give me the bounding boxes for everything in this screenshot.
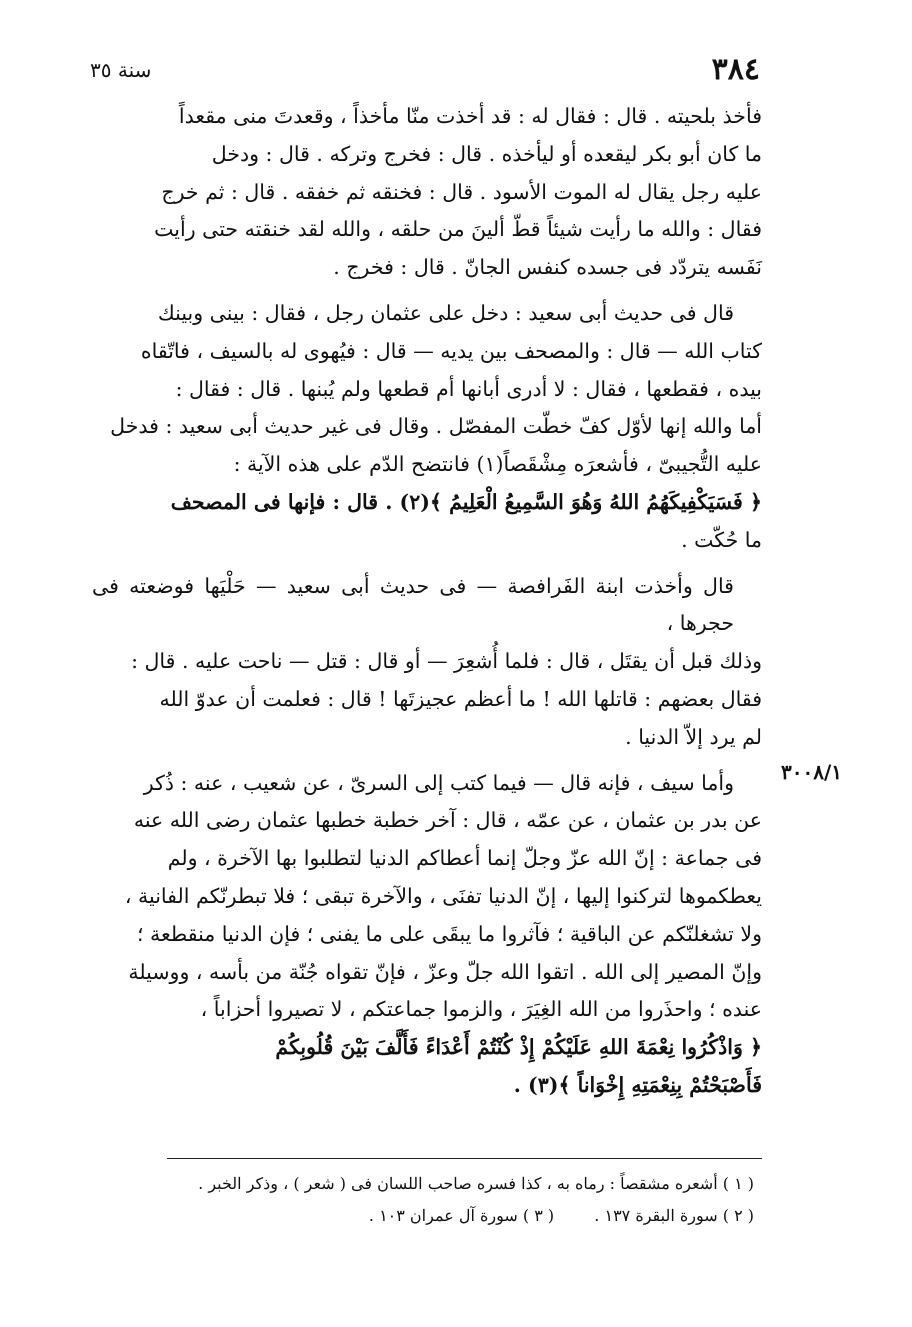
footnotes [100,1168,754,1232]
text-line: لم يرد إلاّ الدنيا . [625,724,762,749]
footnote-3: ( ٣ ) سورة آل عمران ١٠٣ . [368,1206,555,1225]
text-line: ما حُكّت . [681,527,762,552]
text-line: وإنّ المصير إلى الله . اتقوا الله جلّ وعزّ ، فإنّ تقواه جُنّة من بأسه ، ووسيلة [128,959,762,984]
text-line: فقال : والله ما رأيت شيئاً قطّ ألينَ من حلقه ، والله لقد خنقته حتى رأيت [154,217,762,242]
quran-verse-line: فَأَصْبَحْتُمْ بِنِعْمَتِهِ إِخْوَاناً ﴾(٣) . [513,1072,762,1097]
text-line: عليه التُّجيبىّ ، فأشعرَه مِشْقَصاً(١) فانتضح الدّم على هذه الآية : [233,452,762,477]
text-line: بيده ، فقطعها ، فقال : لا أدرى أبانها أم قطعها ولم يُبنها . قال : فقال : [175,376,762,401]
text-line: قال وأخذت ابنة الفَرافصة — فى حديث أبى سعيد — حَلْيَها فوضعته فى حجرها ، [92,573,734,636]
text-line: أما والله إنها لأوّل كفّ خطّت المفصّل . وقال فى غير حديث أبى سعيد : فدخل [110,414,762,439]
text-line: ولا تشغلنّكم عن الباقية ؛ فآثروا ما يبقَى على ما يفنى ؛ فإن الدنيا منقطعة ؛ [137,921,762,946]
text-line: عنده ؛ واحذَروا من الله الغِيَرَ ، والزموا جماعتكم ، لا تصيروا أحزاباً ، [200,997,762,1022]
text-line: يعطكموها لتركنوا إليها ، إنّ الدنيا تفنَى ، والآخرة تبقى ؛ فلا تبطرنّكم الفانية ، [124,883,762,908]
text-line: قال فى حديث أبى سعيد : دخل على عثمان رجل ، فقال : بينى وبينك [157,300,734,325]
footnote-1: ( ١ ) أشعره مشقصاً : رماه به ، كذا فسره صاحب اللسان فى ( شعر ) ، وذكر الخبر . [198,1174,754,1193]
footnote-divider [167,1158,762,1159]
text-line: فقال بعضهم : قاتلها الله ! ما أعظم عجيزتَها ! قال : فعلمت أن عدوّ الله [159,686,762,711]
paragraph-1 [92,98,762,287]
page-number: ٣٨٤ [711,52,760,87]
paragraph-4 [92,765,762,1105]
text-line: وذلك قبل أن يقتَل ، قال : فلما أُشعِرَ — أو قال : قتل — ناحت عليه . قال : [131,649,762,674]
margin-reference-number: ٣٠٠٨/١ [780,760,842,784]
text-line: عن بدر بن عثمان ، عن عمّه ، قال : آخر خطبة خطبها عثمان رضى الله عنه [133,808,762,833]
paragraph-3 [92,568,762,757]
text-line: فأخذ بلحيته . قال : فقال له : قد أخذت منّا مأخذاً ، وقعدتَ منى مقعداً [178,104,762,128]
year-label: سنة ٣٥ [90,58,152,82]
text-line: ما كان أبو بكر ليقعده أو ليأخذه . قال : فخرج وتركه . قال : ودخل [211,141,762,166]
page-header [90,52,760,92]
quran-verse-line: ﴿ فَسَيَكْفِيكَهُمُ اللهُ وَهُوَ السَّمِيعُ الْعَلِيمُ ﴾(٢) . قال : فإنها فى المصحف [170,489,762,514]
main-text [92,98,762,1105]
paragraph-2 [92,295,762,560]
footnote-row [100,1200,754,1232]
text-line: فى جماعة : إنّ الله عزّ وجلّ إنما أعطاكم الدنيا لتطلبوا بها الآخرة ، ولم [167,846,762,871]
text-line: نَفَسه يتردّد فى جسده كنفس الجانّ . قال : فخرج . [333,255,762,280]
text-line: وأما سيف ، فإنه قال — فيما كتب إلى السرىّ ، عن شعيب ، عنه : ذُكر [143,770,734,795]
text-line: عليه رجل يقال له الموت الأسود . قال : فخنقه ثم خفقه . قال : ثم خرج [161,179,762,204]
footnote-2: ( ٢ ) سورة البقرة ١٣٧ . [594,1206,754,1225]
text-line: كتاب الله — قال : والمصحف بين يديه — قال : فيُهوى له بالسيف ، فاتّقاه [140,338,762,363]
quran-verse-line: ﴿ وَاذْكُرُوا نِعْمَةَ اللهِ عَلَيْكُمْ إِذْ كُنْتُمْ أَعْدَاءً فَأَلَّفَ بَيْنَ قُلُوبِكُمْ [275,1035,762,1060]
